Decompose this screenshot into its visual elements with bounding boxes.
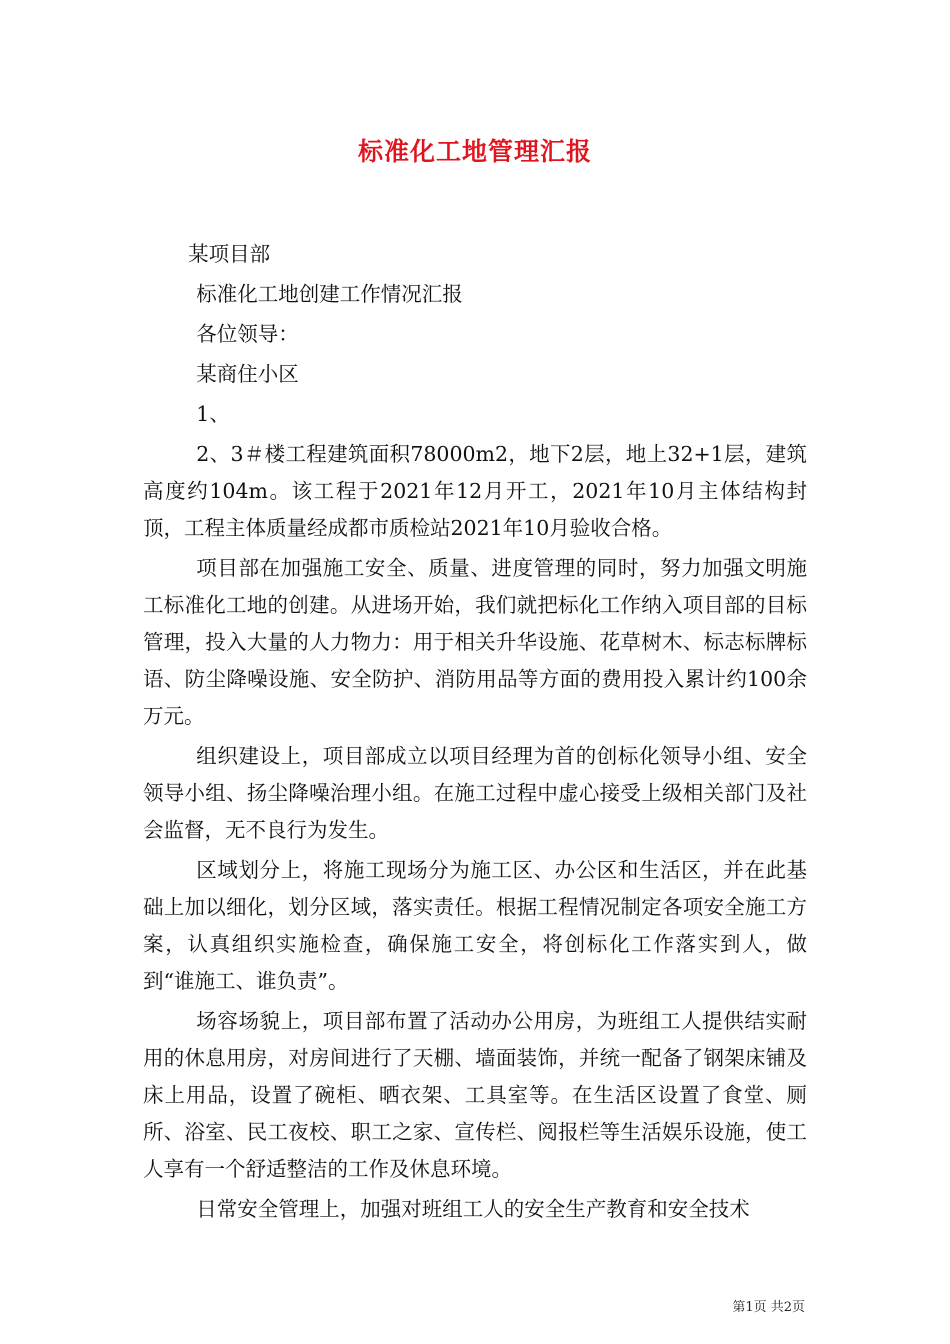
paragraph-project-overview: 2、3＃楼工程建筑面积78000m2，地下2层，地上32+1层，建筑高度约104m。该工程于2021年12月开工，2021年10月主体结构封顶，工程主体质量经成都市质检站2021年10月验收合格。 <box>143 442 807 540</box>
paragraph-organization: 某项目部 <box>188 242 271 266</box>
paragraph-salutation: 各位领导： <box>196 322 299 346</box>
paragraph-daily-safety: 日常安全管理上，加强对班组工人的安全生产教育和安全技术 <box>196 1197 750 1221</box>
page-number: 第1页 共2页 <box>732 1300 805 1315</box>
document-body <box>143 236 807 1228</box>
paragraph-item-1: 1、 <box>196 402 230 426</box>
paragraph-area-division: 区域划分上，将施工现场分为施工区、办公区和生活区，并在此基础上加以细化，划分区域，落实责任。根据工程情况制定各项安全施工方案，认真组织实施检查，确保施工安全，将创标化工作落实到人，做到“谁施工、谁负责”。 <box>143 858 807 993</box>
paragraph-organization-building: 组织建设上，项目部成立以项目经理为首的创标化领导小组、安全领导小组、扬尘降噪治理小组。在施工过程中虚心接受上级相关部门及社会监督，无不良行为发生。 <box>143 744 807 842</box>
paragraph-site-appearance: 场容场貌上，项目部布置了活动办公用房，为班组工人提供结实耐用的休息用房，对房间进行了天棚、墙面装饰，并统一配备了钢架床铺及床上用品，设置了碗柜、晒衣架、工具室等。在生活区设置了食堂、厕所、浴室、民工夜校、职工之家、宣传栏、阅报栏等生活娱乐设施，使工人享有一个舒适整洁的工作及休息环境。 <box>143 1009 807 1181</box>
paragraph-civilized-construction: 项目部在加强施工安全、质量、进度管理的同时，努力加强文明施工标准化工地的创建。从进场开始，我们就把标化工作纳入项目部的目标管理，投入大量的人力物力：用于相关升华设施、花草树木、标志标牌标语、防尘降噪设施、安全防护、消防用品等方面的费用投入累计约100余万元。 <box>143 556 807 728</box>
paragraph-project-name: 某商住小区 <box>196 362 299 386</box>
document-title: 标准化工地管理汇报 <box>357 137 592 166</box>
paragraph-report-title: 标准化工地创建工作情况汇报 <box>196 282 463 306</box>
